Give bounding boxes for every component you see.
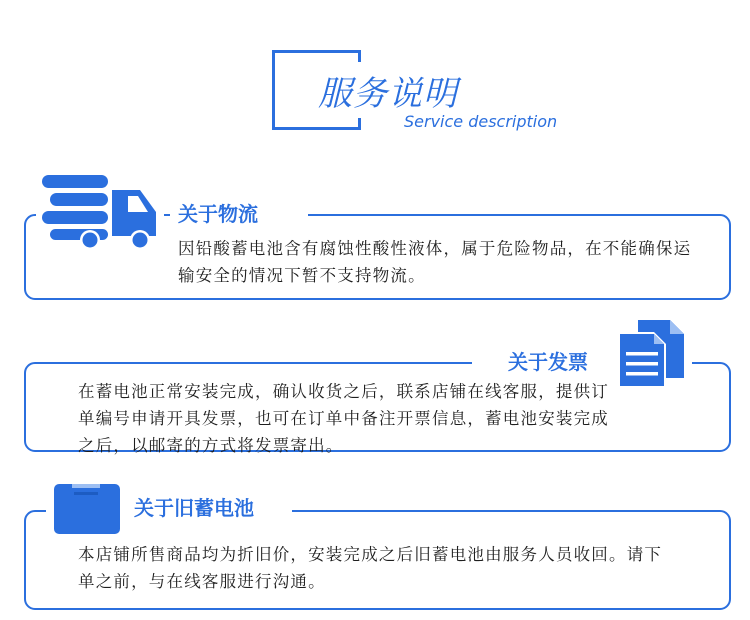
document-icon (612, 318, 688, 390)
box-icon (50, 482, 124, 538)
page-title: 服务说明 (318, 74, 458, 114)
old-battery-text: 本店铺所售商品均为折旧价，安装完成之后旧蓄电池由服务人员收回。请下单之前，与在线客服进行沟通。 (78, 545, 663, 591)
invoice-title: 关于发票 (508, 350, 588, 374)
logistics-title: 关于物流 (178, 202, 258, 226)
logistics-text: 因铅酸蓄电池含有腐蚀性酸性液体，属于危险物品，在不能确保运输安全的情况下暂不支持物流。 (178, 239, 692, 285)
page-subtitle: Service description (404, 112, 558, 131)
old-battery-title: 关于旧蓄电池 (134, 496, 254, 520)
invoice-text: 在蓄电池正常安装完成，确认收货之后，联系店铺在线客服，提供订单编号申请开具发票，也可在订单中备注开票信息，蓄电池安装完成之后，以邮寄的方式将发票寄出。 (78, 382, 609, 455)
delivery-truck-icon (36, 172, 164, 254)
